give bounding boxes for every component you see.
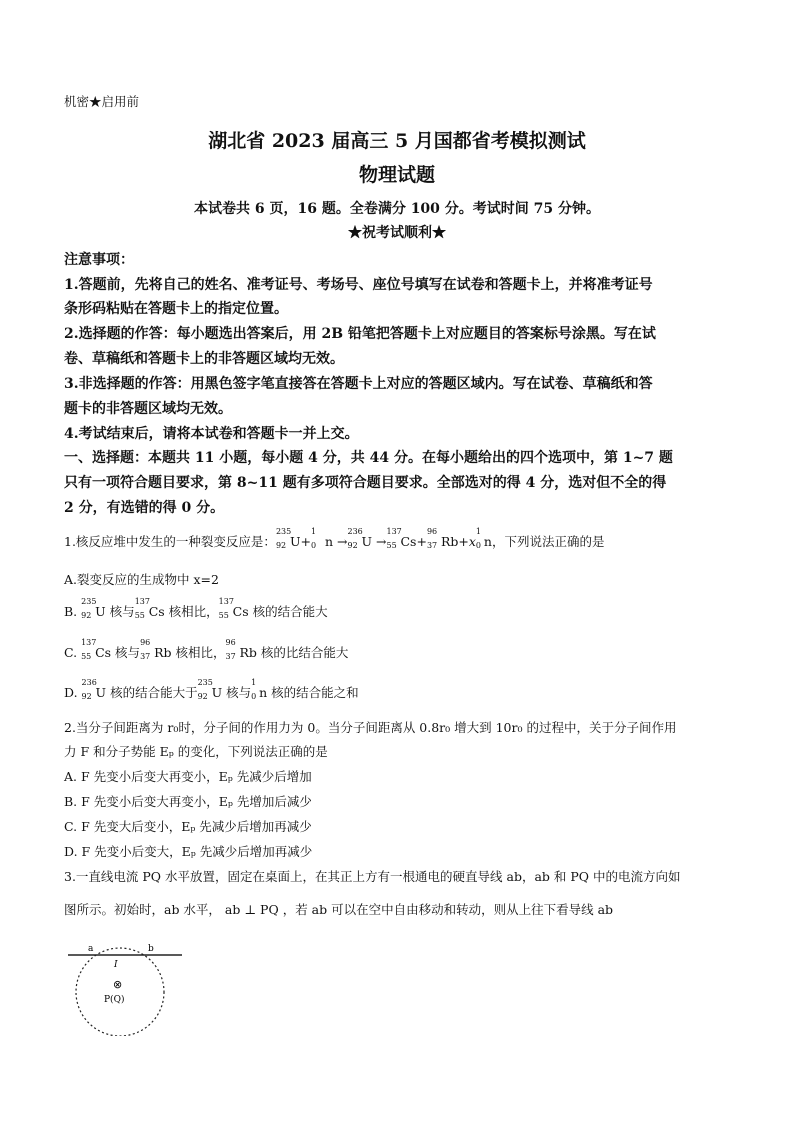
note-1b: 条形码粘贴在答题卡上的指定位置。 <box>64 301 288 317</box>
q3-stem-2: 图所示。初始时，ab 水平， ab ⊥ PQ ，若 ab 可以在空中自由移动和转动，则从上往下看导线 ab <box>64 902 614 917</box>
q1-stem: 1.核反应堆中发生的一种裂变反应是： 235 92 U+ 1 0 n → 236 92 U → 137 55 Cs+ 96 37 Rb+x 1 0 n，下列说法正确的是 <box>64 527 605 550</box>
q3-figure <box>64 936 194 1036</box>
q2-option-c: C. F 先变大后变小，Eₚ 先减少后增加再减少 <box>64 819 312 834</box>
nuclide-u236: 236 92 U <box>347 527 373 550</box>
exam-wish: ★祝考试顺利★ <box>348 225 446 241</box>
section1-line3: 2 分，有选错的得 0 分。 <box>64 500 225 516</box>
note-4: 4.考试结束后，请将本试卷和答题卡一并上交。 <box>64 426 359 442</box>
q1-option-c: C. 137 55 Cs 核与 96 37 Rb 核相比， 96 37 Rb 核的比结合能大 <box>64 638 349 661</box>
secret-label: 机密★启用前 <box>64 94 140 109</box>
note-3b: 题卡的非答题区域均无效。 <box>64 401 232 417</box>
label-a: a <box>88 944 94 954</box>
notes-heading: 注意事项： <box>64 252 134 268</box>
note-3a: 3.非选择题的作答：用黑色签字笔直接答在答题卡上对应的答题区域内。写在试卷、草稿纸和答 <box>64 376 653 392</box>
exam-title: 湖北省 2023 届高三 5 月国都省考模拟测试 <box>208 130 586 152</box>
q2-option-a: A. F 先变小后变大再变小，Eₚ 先减少后增加 <box>64 769 312 784</box>
dashed-circle <box>76 948 164 1036</box>
into-page-icon: ⊗ <box>113 978 123 991</box>
q3-stem-1: 3.一直线电流 PQ 水平放置，固定在桌面上，在其正上方有一根通电的硬直导线 ab，ab 和 PQ 中的电流方向如 <box>64 869 681 884</box>
section1-line2: 只有一项符合题目要求，第 8~11 题有多项符合题目要求。全部选对的得 4 分，选对但不全的得 <box>64 475 667 491</box>
note-2a: 2.选择题的作答：每小题选出答案后，用 2B 铅笔把答题卡上对应题目的答案标号涂黑。写在试 <box>64 326 656 342</box>
exam-subtitle: 物理试题 <box>358 164 435 186</box>
q2-option-d: D. F 先变小后变大，Eₚ 先减少后增加再减少 <box>64 844 313 859</box>
nuclide-cs137: 137 55 Cs <box>386 527 417 550</box>
nuclide-neutron-2: 1 0 n <box>475 527 492 550</box>
label-b: b <box>148 944 154 954</box>
note-2b: 卷、草稿纸和答题卡上的非答题区域均无效。 <box>64 351 344 367</box>
nuclide-neutron: 1 0 n <box>310 527 334 550</box>
q1-option-b: B. 235 92 U 核与 137 55 Cs 核相比， 137 55 Cs 核的结合能大 <box>64 597 328 620</box>
q2-option-b: B. F 先变小后变大再变小，Eₚ 先增加后减少 <box>64 794 312 809</box>
nuclide-u235: 235 92 U <box>275 527 301 550</box>
q2-stem-2: 力 F 和分子势能 Eₚ 的变化，下列说法正确的是 <box>64 744 328 759</box>
exam-info: 本试卷共 6 页，16 题。全卷满分 100 分。考试时间 75 分钟。 <box>193 201 601 217</box>
q1-option-d: D. 236 92 U 核的结合能大于 235 92 U 核与 1 0 n 核的结合能之和 <box>64 678 359 701</box>
q2-stem-1: 2.当分子间距离为 r₀时，分子间的作用力为 0。当分子间距离从 0.8r₀ 增大到 10r₀ 的过程中，关于分子间作用 <box>64 720 677 735</box>
label-current: I <box>114 960 118 970</box>
section1-line1: 一、选择题：本题共 11 小题，每小题 4 分，共 44 分。在每小题给出的四个选项中，第 1~7 题 <box>64 450 673 466</box>
nuclide-rb96: 96 37 Rb <box>426 527 459 550</box>
note-1a: 1.答题前，先将自己的姓名、准考证号、考场号、座位号填写在试卷和答题卡上，并将准考证号 <box>64 277 653 293</box>
q1-option-a: A.裂变反应的生成物中 x=2 <box>64 572 219 587</box>
label-pq: P(Q) <box>104 995 125 1005</box>
